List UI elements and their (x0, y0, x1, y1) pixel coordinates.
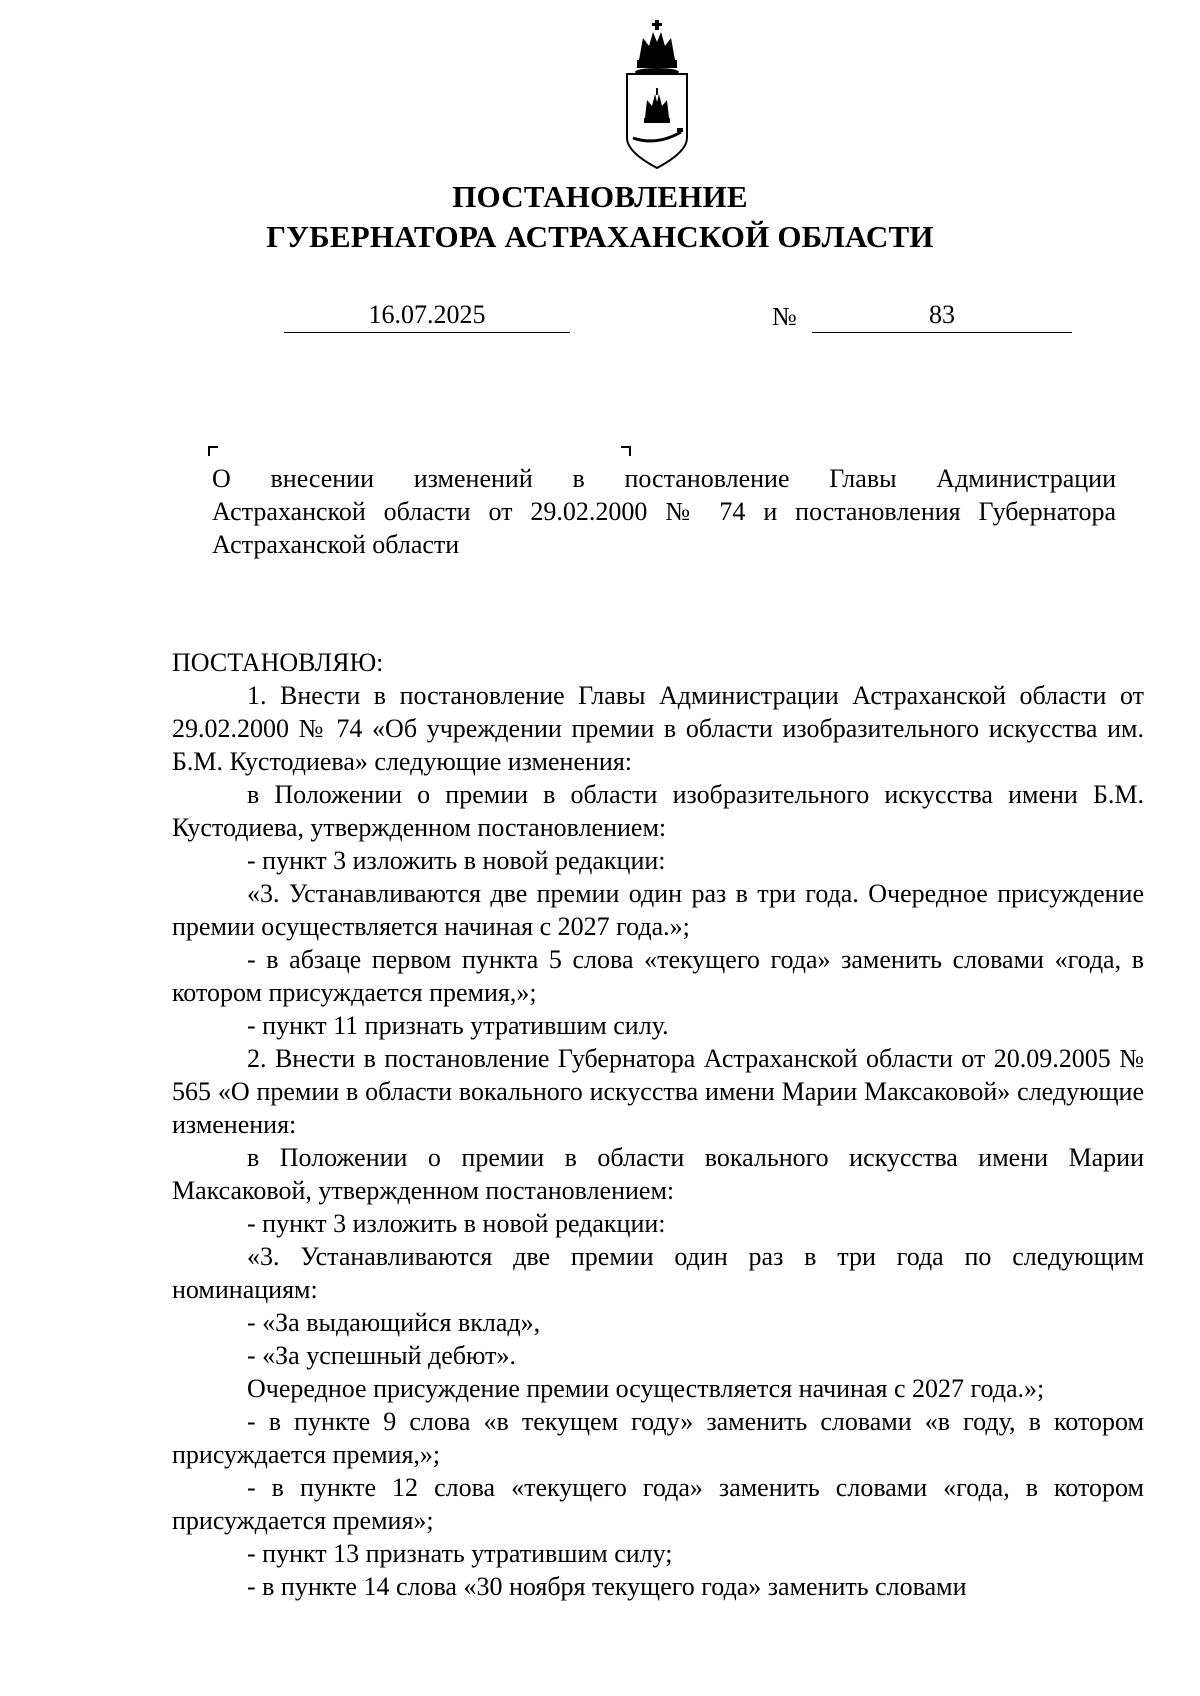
paragraph: «3. Устанавливаются две премии один раз в три года по следующим номинациям: (172, 1242, 1144, 1304)
paragraph: 2. Внести в постановление Губернатора Астраханской области от 20.09.2005 № 565 «О премии в области вокального искусства имени Марии Максаковой» следующие изменения: (172, 1044, 1144, 1139)
paragraph: - в пункте 14 слова «30 ноября текущего года» заменить словами (247, 1572, 967, 1601)
coat-of-arms-emblem (617, 20, 697, 170)
number-sign: № (772, 302, 797, 331)
document-type-title: ПОСТАНОВЛЕНИЕ (452, 179, 748, 214)
paragraph: - пункт 3 изложить в новой редакции: (247, 846, 666, 875)
document-date: 16.07.2025 (284, 298, 570, 333)
paragraph: в Положении о премии в области вокального искусства имени Марии Максаковой, утвержденном постановлением: (172, 1143, 1144, 1205)
paragraph: - «За успешный дебют». (247, 1341, 516, 1370)
paragraph: - пункт 11 признать утратившим силу. (247, 1011, 669, 1040)
paragraph: - пункт 13 признать утратившим силу; (247, 1539, 673, 1568)
paragraph: - в пункте 12 слова «текущего года» заменить словами «года, в котором присуждается премия»; (172, 1473, 1144, 1535)
subject-line: Астраханской области от 29.02.2000 № 74 и постановления Губернатора (212, 497, 1116, 526)
paragraph: - в абзаце первом пункта 5 слова «текущего года» заменить словами «года, в котором присуждается премия,»; (172, 945, 1144, 1007)
paragraph: «3. Устанавливаются две премии один раз в три года. Очередное присуждение премии осуществляется начиная с 2027 года.»; (172, 879, 1144, 941)
subject-line: О внесении изменений в постановление Главы Администрации (212, 464, 1116, 493)
paragraph: Очередное присуждение премии осуществляется начиная с 2027 года.»; (247, 1374, 1045, 1403)
paragraph: 1. Внести в постановление Главы Администрации Астраханской области от 29.02.2000 № 74 «Об учреждении премии в области изобразительного искусства им. Б.М. Кустодиева» следующие изменения: (172, 681, 1144, 776)
subject-line: Астраханской области (212, 530, 460, 559)
document-number: 83 (812, 298, 1072, 333)
issuer-title: ГУБЕРНАТОРА АСТРАХАНСКОЙ ОБЛАСТИ (266, 219, 934, 254)
subject-bracket-right (621, 446, 631, 456)
paragraph: в Положении о премии в области изобразительного искусства имени Б.М. Кустодиева, утвержденном постановлением: (172, 780, 1144, 842)
document-body (172, 646, 1144, 1603)
document-subject (212, 462, 1116, 561)
paragraph: - в пункте 9 слова «в текущем году» заменить словами «в году, в котором присуждается премия,»; (172, 1407, 1144, 1469)
paragraph: - пункт 3 изложить в новой редакции: (247, 1209, 666, 1238)
decree-word: ПОСТАНОВЛЯЮ: (172, 648, 384, 677)
subject-bracket-left (208, 446, 218, 456)
paragraph: - «За выдающийся вклад», (247, 1308, 541, 1337)
